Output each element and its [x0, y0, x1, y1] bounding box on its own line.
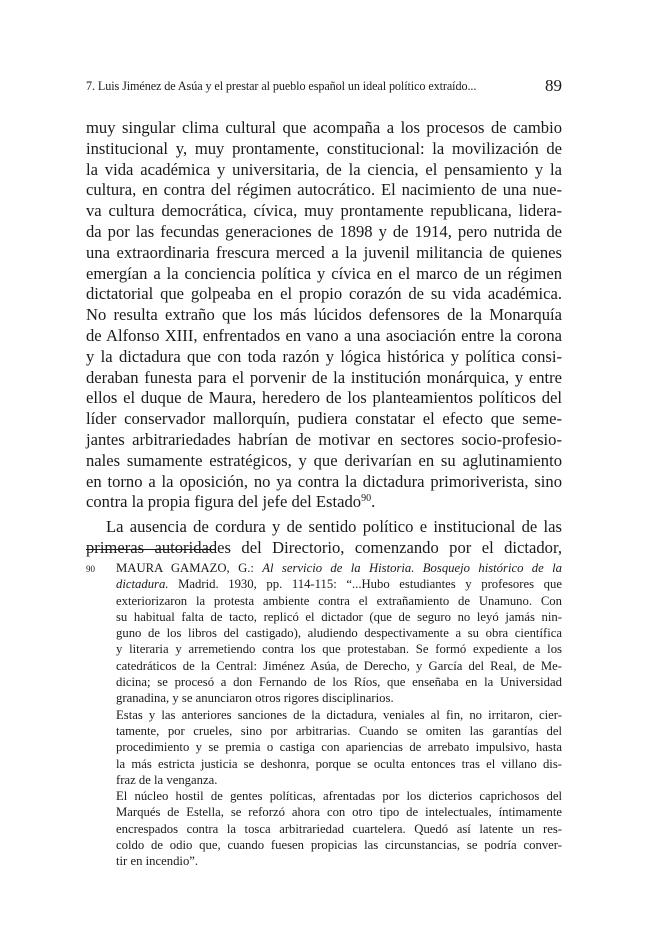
- footnote-line: Estas y las anteriores sanciones de la dictadura, veniales al fin, no irritaron, cier-: [116, 707, 562, 722]
- text-line: institucional y, muy prontamente, constitucional: la movilización de: [86, 138, 562, 158]
- footnote-line: Marqués de Estella, se reforzó ahora con otro tipo de intelectuales, íntimamente: [116, 805, 562, 820]
- text-line: la vida académica y universitaria, de la ciencia, el pensamiento y la: [86, 159, 562, 179]
- footnote-line: fraz de la venganza.: [116, 772, 218, 787]
- running-head: 7. Luis Jiménez de Asúa y el prestar al pueblo español un ideal político extraído...: [86, 79, 477, 93]
- text-line: da por las fecundas generaciones de 1898 y de 1914, pero nutrida de: [86, 221, 562, 241]
- footnote-line: [116, 560, 562, 576]
- footnote-body: [116, 560, 562, 870]
- text-line: nales sumamente estratégicos, y que derivarían en su aglutinamiento: [86, 450, 562, 470]
- footnote-author: MAURA GAMAZO, G.:: [116, 561, 263, 575]
- footnote-line: encrespados contra la tosca arbitrariedad cuartelera. Quedó así latente un res-: [116, 821, 562, 836]
- text-line: en torno a la oposición, no ya contra la dictadura primoriverista, sino: [86, 471, 562, 491]
- main-text: [86, 118, 562, 559]
- footnote-number: 90: [86, 564, 95, 574]
- text-line: emergían a la conciencia política y cívica en el marco de un régimen: [86, 263, 562, 283]
- footnote-line: El núcleo hostil de gentes políticas, afrentadas por los dicterios caprichosos del: [116, 789, 562, 804]
- footnote-line: dicina; se procesó a don Fernando de los Ríos, que enseñaba en la Universidad: [116, 675, 562, 690]
- text-line: ellos el duque de Maura, heredero de los planteamientos políticos del: [86, 388, 562, 408]
- footnote-line: [86, 576, 562, 592]
- text-line: líder conservador mallorquín, pudiera constatar el efecto que seme-: [86, 409, 562, 429]
- text-fragment: Madrid. 1930, pp. 114-115: “...Hubo estudiantes y profesores que: [168, 577, 562, 592]
- text-line: cultura, en contra del régimen autocrático. El nacimiento de una nue-: [86, 180, 562, 200]
- footnote-line: su habitual falta de tacto, replicó el dictador (que de seguro no leyó jamás nin-: [116, 609, 562, 624]
- page-number: 89: [545, 76, 562, 95]
- footnote-line: procedimiento y se premia o castiga con apariencias de arrebato impulsivo, hasta: [116, 740, 562, 755]
- text-line: [86, 492, 562, 513]
- text-line: dictatorial que golpeaba en el propio corazón de su vida académica.: [86, 284, 562, 304]
- footnote-title: dictadura.: [116, 577, 169, 592]
- text-line: primeras autoridades del Directorio, comenzando por el dictador,: [86, 537, 562, 557]
- footnote-line: catedráticos de la Central: Jiménez Asúa, de Derecho, y García del Real, de Me-: [116, 658, 562, 673]
- text-line: No resulta extraño que los más lúcidos defensores de la Monarquía: [86, 305, 562, 325]
- footnote-line: guno de los libros del castigado), aludiendo despectivamente a su obra científica: [116, 626, 562, 641]
- text-line: muy singular clima cultural que acompaña a los procesos de cambio: [86, 118, 562, 137]
- text-line: La ausencia de cordura y de sentido político e institucional de las: [106, 517, 562, 537]
- text-line: una extraordinaria frescura merced a la juvenil militancia de quienes: [86, 242, 562, 262]
- text-line: y la dictadura que con toda razón y lógica histórica y política consi-: [86, 346, 562, 366]
- footnote-line: la más estricta justicia se deshonra, porque se oculta entonces tras el villano dis-: [116, 756, 562, 771]
- footnote-separator: [86, 549, 216, 550]
- text-line: deraban funesta para el porvenir de la institución monárquica, y entre: [86, 367, 562, 387]
- text-line: de Alfonso XIII, enfrentados en vano a una asociación entre la corona: [86, 325, 562, 345]
- paragraph-2: [86, 517, 562, 559]
- footnote-reference[interactable]: 90: [361, 493, 372, 505]
- footnote-line: granadina, y se anunciaron otros rigores disciplinarios.: [116, 691, 394, 706]
- footnote-line: y literaria y arremetiendo contra los que protestaban. Se formó expediente a los: [116, 642, 562, 657]
- footnote-line: tir en incendio”.: [116, 854, 199, 869]
- footnote-line: coldo de odio que, cuando fuesen propicias las circunstancias, se podría conver-: [116, 838, 562, 853]
- text-fragment: contra la propia figura del jefe del Estado: [86, 492, 362, 512]
- footnote-line: tamente, por crueles, sino por arbitrarias. Cuando se omiten las garantías del: [116, 723, 562, 738]
- text-line: va cultura democrática, cívica, muy prontamente republicana, lidera-: [86, 201, 562, 221]
- footnote-line: exteriorizaron la protesta ambiente contra el extrañamiento de Unamuno. Con: [116, 593, 562, 608]
- page-header: [86, 76, 562, 98]
- text-line: jantes arbitrariedades habrían de motivar en sectores socio-profesio-: [86, 429, 562, 449]
- text-fragment: .: [371, 492, 376, 512]
- footnote-title: Al servicio de la Historia. Bosquejo histórico de la: [262, 561, 562, 575]
- paragraph-1: [86, 118, 562, 513]
